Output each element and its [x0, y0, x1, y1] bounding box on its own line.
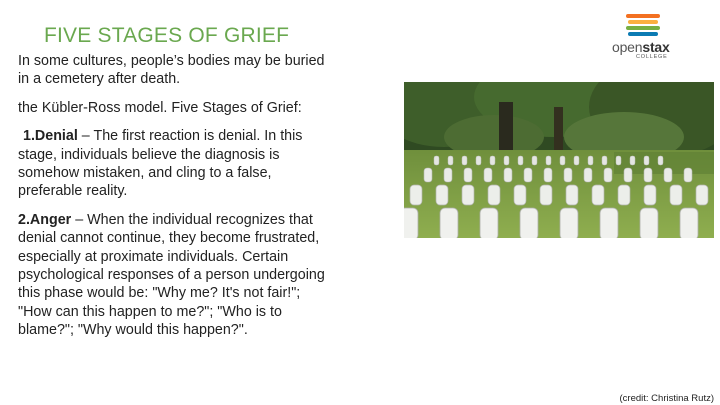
photo-credit: (credit: Christina Rutz) [619, 393, 714, 404]
slide-body [18, 52, 330, 340]
openstax-college-logo [608, 12, 680, 62]
cemetery-illustration [404, 82, 714, 238]
slide-title: FIVE STAGES OF GRIEF [44, 24, 290, 47]
stage-anger-text: – When the individual recognizes that denial cannot continue, they become frustrated, especially at proximate individuals. Certain psychological responses of a person undergoing this phase would be: "Why me? It's not fair!"; "How can this happen to me?"; "Who is to blame?"; "Why would this happen?". [18, 211, 325, 339]
logo-bar [628, 20, 658, 24]
stage-denial-text: – The first reaction is denial. In this stage, individuals believe the diagnosis is somehow mistaken, and cling to a false, preferable reality. [18, 128, 303, 200]
logo-subtitle: COLLEGE [636, 54, 668, 60]
stage-anger-paragraph [18, 211, 330, 340]
cemetery-photo [404, 82, 714, 238]
stage-anger-term: 2.Anger [18, 211, 72, 228]
model-paragraph: the Kübler-Ross model. Five Stages of Grief: [18, 99, 302, 116]
logo-wordmark: openstax [612, 39, 670, 55]
logo-bar [626, 14, 660, 18]
logo-bar [628, 32, 658, 36]
logo-bar [626, 26, 660, 30]
intro-paragraph: In some cultures, people’s bodies may be buried in a cemetery after death. [18, 53, 325, 88]
stage-denial-term: 1.Denial [23, 128, 78, 145]
stage-denial-paragraph [18, 127, 330, 201]
